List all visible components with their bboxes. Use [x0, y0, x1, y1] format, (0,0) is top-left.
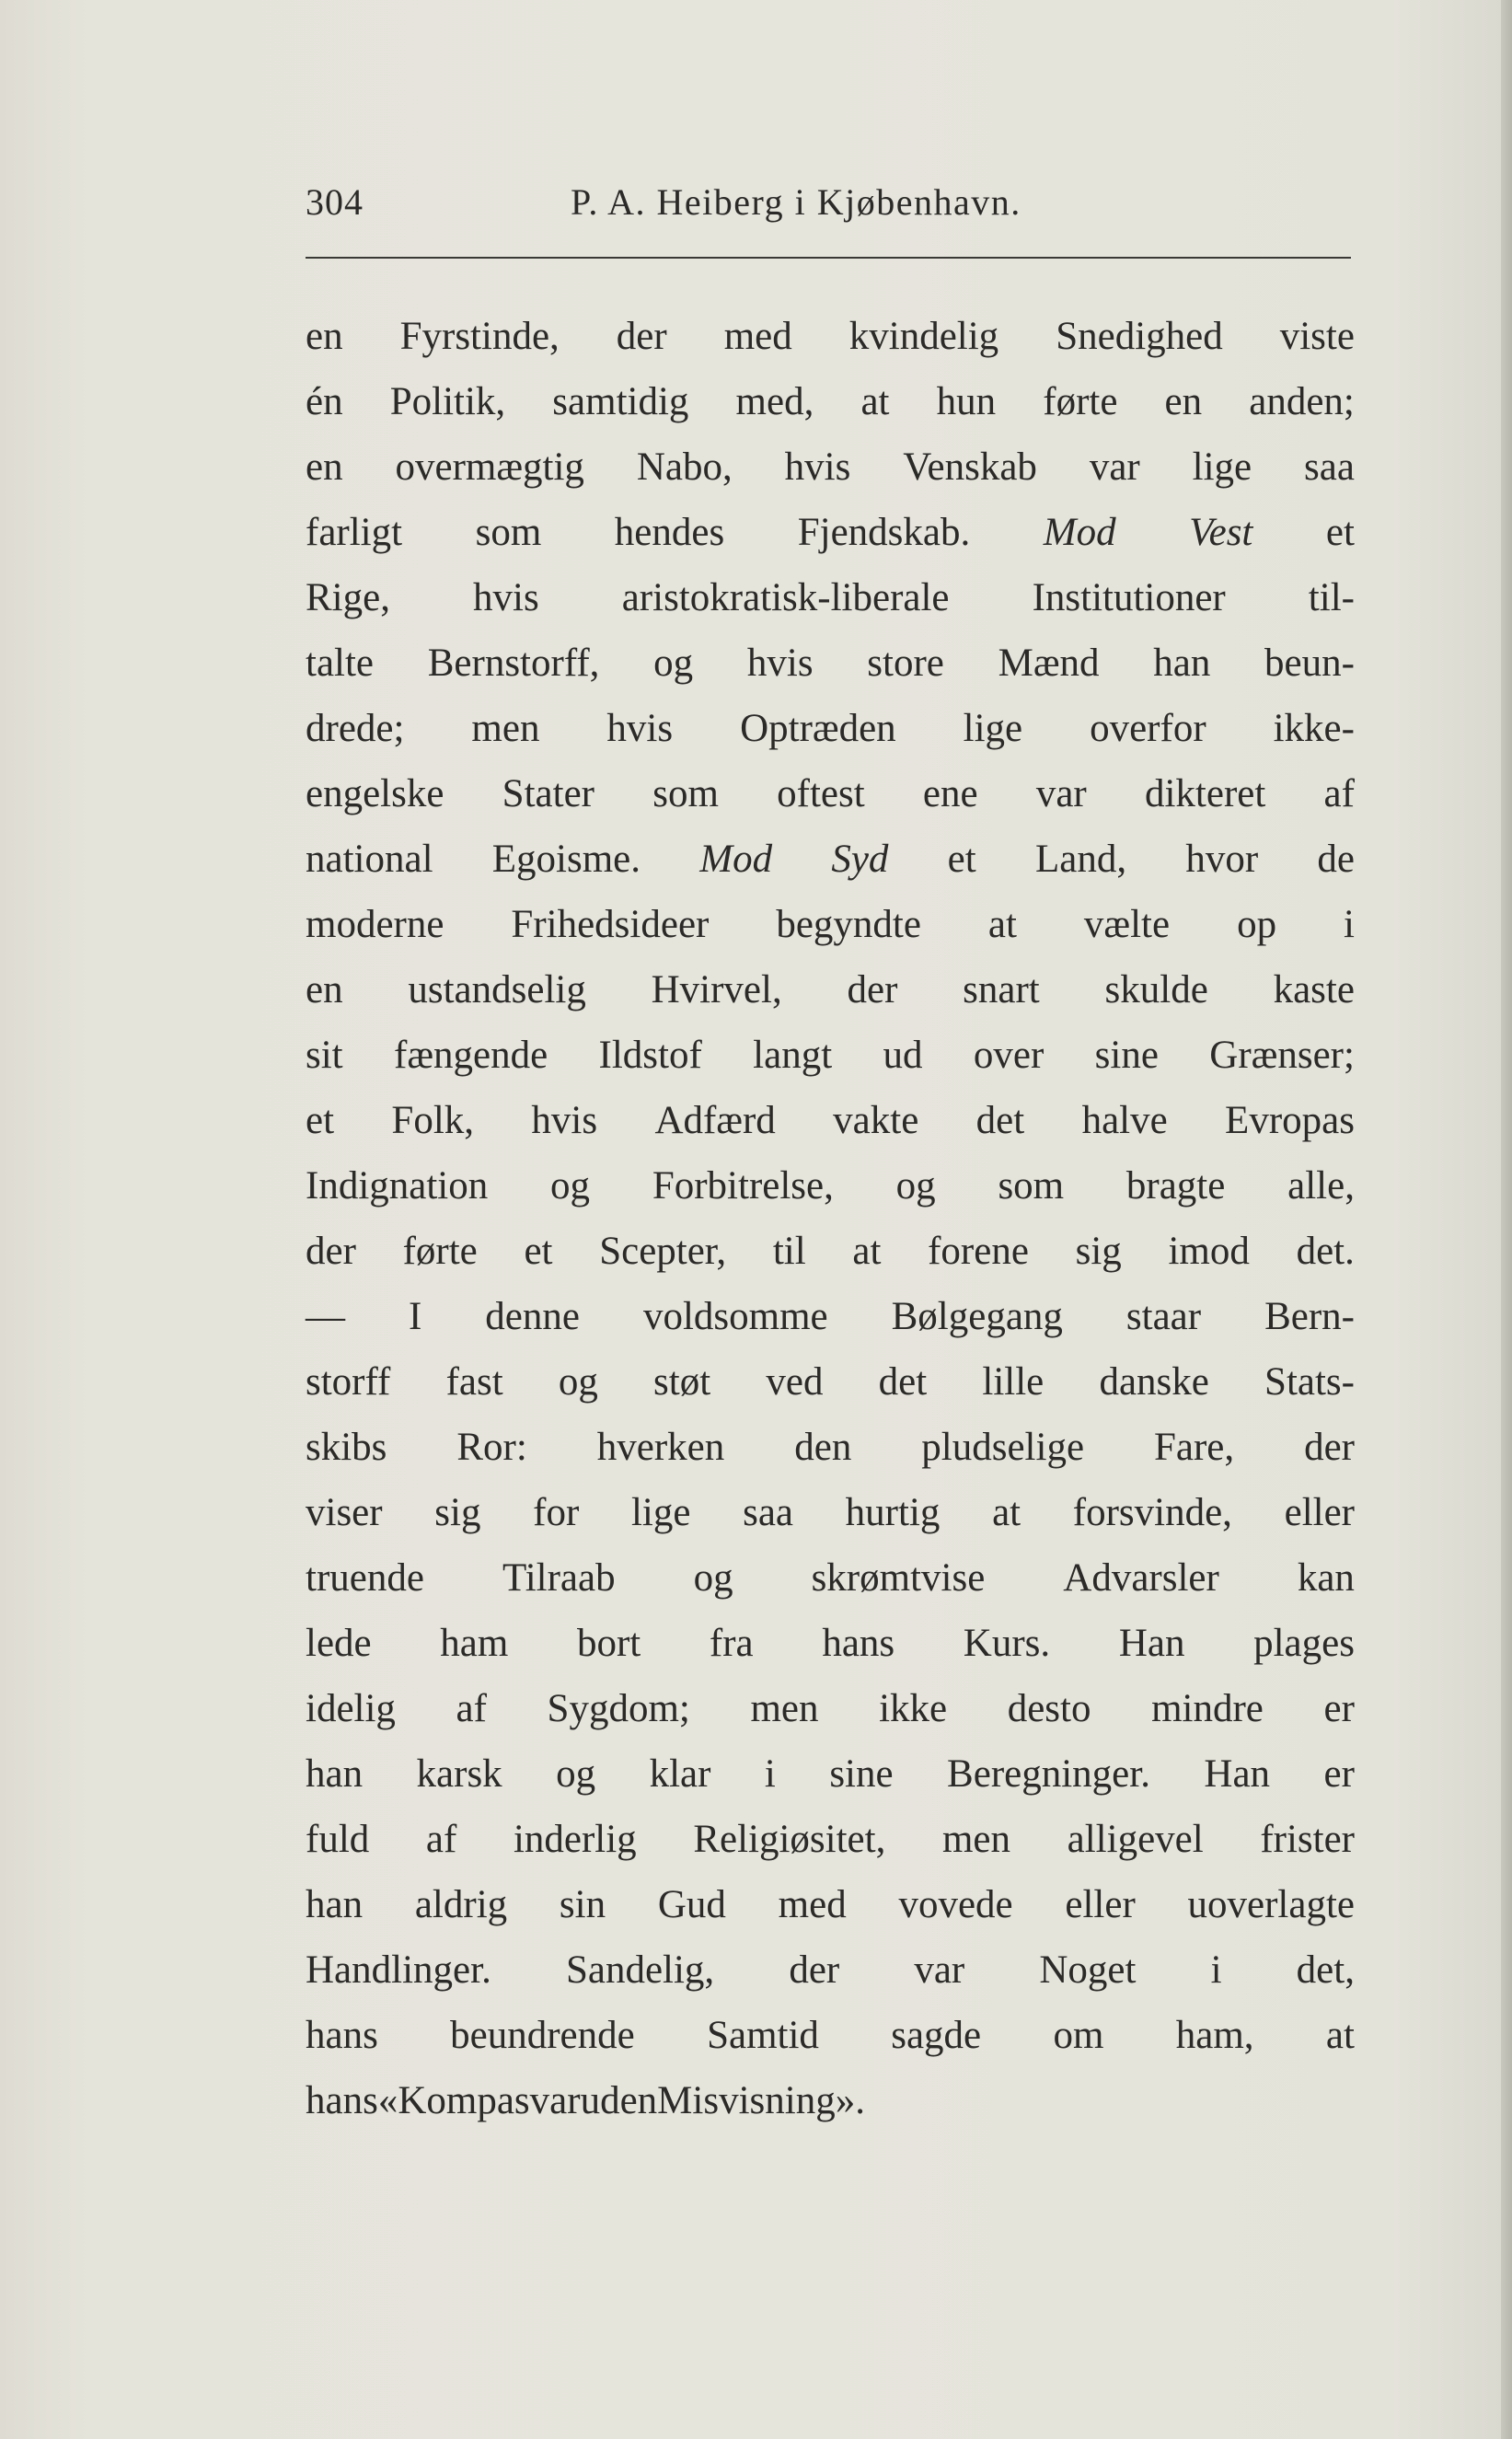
word: drede; — [306, 707, 405, 750]
word: at — [852, 1230, 882, 1273]
text-line — [306, 1937, 1355, 2003]
word: hurtig — [845, 1491, 941, 1534]
word: var — [1035, 772, 1087, 815]
word: vovede — [898, 1883, 1013, 1926]
word: en — [306, 315, 343, 358]
word: op — [1237, 903, 1277, 946]
word: er — [1323, 1752, 1355, 1796]
word: der — [1304, 1426, 1355, 1469]
word: han — [306, 1883, 364, 1926]
text-line — [306, 304, 1355, 369]
text-line — [306, 1611, 1355, 1676]
word: Religiøsitet, — [693, 1818, 886, 1861]
word: om — [1053, 2014, 1104, 2057]
word: sig — [1075, 1230, 1122, 1273]
word: Forbitrelse, — [652, 1164, 834, 1208]
word: staar — [1125, 1295, 1202, 1338]
word: hvis — [784, 445, 851, 489]
word: hverken — [596, 1426, 725, 1469]
word: kvindelig — [848, 315, 999, 358]
word: hvis — [746, 642, 814, 685]
word: ham, — [1175, 2014, 1254, 2057]
word: Optræden — [740, 707, 896, 750]
word: dikteret — [1144, 772, 1266, 815]
word: hun — [936, 380, 997, 423]
text-line — [306, 1807, 1355, 1872]
word: sagde — [891, 2014, 982, 2057]
word: lige — [630, 1491, 691, 1534]
word: Rige, — [306, 576, 390, 619]
text-line-last — [306, 2068, 1355, 2133]
word: Venskab — [903, 445, 1037, 489]
word: over — [973, 1034, 1045, 1077]
text-line — [306, 1741, 1355, 1807]
word: et — [1325, 511, 1355, 554]
word: danske — [1099, 1360, 1209, 1404]
running-head: P. A. Heiberg i Kjøbenhavn. — [571, 181, 1021, 223]
word: Frihedsideer — [511, 903, 710, 946]
word: Ildstof — [598, 1034, 702, 1077]
word: Grænser; — [1209, 1034, 1355, 1077]
word: ham — [440, 1622, 509, 1665]
word: hendes — [614, 511, 725, 554]
word: talte — [306, 642, 375, 685]
word: Samtid — [707, 2014, 819, 2057]
word: imod — [1168, 1230, 1250, 1273]
word: som — [998, 1164, 1065, 1208]
header-rule — [306, 257, 1351, 259]
word: halve — [1081, 1099, 1168, 1142]
word: Adfærd — [654, 1099, 776, 1142]
word: Vest — [1189, 511, 1253, 554]
word: at — [1325, 2014, 1355, 2057]
word: Scepter, — [599, 1230, 727, 1273]
word: det — [878, 1360, 928, 1404]
word: Folk, — [391, 1099, 475, 1142]
word: voldsomme — [642, 1295, 828, 1338]
text-line — [306, 761, 1355, 826]
word: det. — [1296, 1230, 1355, 1273]
word: saa — [1304, 445, 1355, 489]
text-line — [306, 1153, 1355, 1219]
word: var — [914, 1948, 965, 1992]
word: pludselige — [921, 1426, 1085, 1469]
word: overmægtig — [395, 445, 584, 489]
word: Indignation — [306, 1164, 489, 1208]
word: idelig — [306, 1687, 396, 1730]
word: den — [794, 1426, 852, 1469]
word: hans — [306, 2079, 378, 2122]
word: Handlinger. — [306, 1948, 491, 1992]
text-line — [306, 1219, 1355, 1284]
word: uden — [580, 2079, 658, 2122]
word: Noget — [1039, 1948, 1137, 1992]
word: han — [1153, 642, 1211, 685]
word: Evropas — [1225, 1099, 1355, 1142]
word: Beregninger. — [947, 1752, 1150, 1796]
word: denne — [485, 1295, 580, 1338]
word: og — [556, 1752, 596, 1796]
word: ikke — [879, 1687, 948, 1730]
word: mindre — [1151, 1687, 1264, 1730]
word: farligt — [306, 511, 403, 554]
text-line — [306, 826, 1355, 892]
word: at — [992, 1491, 1021, 1534]
word: og — [895, 1164, 936, 1208]
word: med — [778, 1883, 847, 1926]
word: Misvisning». — [657, 2079, 865, 2122]
word: og — [558, 1360, 598, 1404]
word: kaste — [1273, 968, 1355, 1011]
text-line — [306, 434, 1355, 500]
text-line — [306, 500, 1355, 565]
text-line — [306, 369, 1355, 434]
word: i — [1210, 1948, 1222, 1992]
word: var — [1089, 445, 1140, 489]
word: «Kompas — [377, 2079, 530, 2122]
word: Ror: — [456, 1426, 527, 1469]
word: men — [941, 1818, 1011, 1861]
word: beun- — [1264, 642, 1355, 685]
word: Mod — [699, 838, 773, 881]
word: karsk — [416, 1752, 502, 1796]
word: lige — [1192, 445, 1252, 489]
word: Hvirvel, — [651, 968, 782, 1011]
word: én — [306, 380, 343, 423]
word: begyndte — [776, 903, 921, 946]
word: men — [750, 1687, 819, 1730]
text-line — [306, 1415, 1355, 1480]
body-text — [306, 304, 1355, 2133]
word: aristokratisk-liberale — [621, 576, 950, 619]
word: lige — [963, 707, 1023, 750]
word: anden; — [1249, 380, 1355, 423]
word: fast — [445, 1360, 503, 1404]
word: af — [425, 1818, 457, 1861]
word: i — [764, 1752, 776, 1796]
word: Gud — [657, 1883, 726, 1926]
word: Fare, — [1153, 1426, 1235, 1469]
word: det — [975, 1099, 1025, 1142]
word: til- — [1308, 576, 1355, 619]
word: med, — [735, 380, 814, 423]
word: saa — [743, 1491, 793, 1534]
word: Mod — [1043, 511, 1116, 554]
word: viste — [1279, 315, 1355, 358]
word: skulde — [1104, 968, 1208, 1011]
word: sine — [829, 1752, 894, 1796]
word: Bern- — [1264, 1295, 1355, 1338]
text-line — [306, 1480, 1355, 1545]
word: snart — [963, 968, 1040, 1011]
word: ustandselig — [408, 968, 586, 1011]
word: kan — [1297, 1556, 1355, 1600]
word: Advarsler — [1063, 1556, 1219, 1600]
word: og — [693, 1556, 733, 1600]
word: ved — [766, 1360, 824, 1404]
word: viser — [306, 1491, 383, 1534]
word: men — [471, 707, 540, 750]
text-line — [306, 1023, 1355, 1088]
word: eller — [1284, 1491, 1355, 1534]
word: der — [789, 1948, 840, 1992]
word: eller — [1065, 1883, 1136, 1926]
page-edge — [1501, 0, 1512, 2439]
word: at — [987, 903, 1017, 946]
text-line — [306, 957, 1355, 1023]
word: til — [772, 1230, 806, 1273]
word: Egoisme. — [491, 838, 641, 881]
word: plages — [1253, 1622, 1355, 1665]
word: Nabo, — [636, 445, 733, 489]
word: Fyrstinde, — [399, 315, 560, 358]
word: der — [847, 968, 898, 1011]
word: førte — [1043, 380, 1118, 423]
word: — — [306, 1295, 345, 1338]
word: der — [306, 1230, 356, 1273]
word: Bernstorff, — [427, 642, 600, 685]
word: skrømtvise — [811, 1556, 986, 1600]
word: aldrig — [414, 1883, 508, 1926]
word: Sygdom; — [547, 1687, 690, 1730]
word: for — [533, 1491, 580, 1534]
word: Sandelig, — [565, 1948, 715, 1992]
word: en — [306, 445, 343, 489]
word: Han — [1204, 1752, 1271, 1796]
word: hans — [306, 2014, 378, 2057]
word: ikke- — [1273, 707, 1355, 750]
text-line — [306, 630, 1355, 696]
word: bort — [576, 1622, 641, 1665]
text-line — [306, 1349, 1355, 1415]
word: Politik, — [389, 380, 506, 423]
word: langt — [753, 1034, 833, 1077]
word: skibs — [306, 1426, 387, 1469]
word: sig — [434, 1491, 481, 1534]
word: er — [1323, 1687, 1355, 1730]
word: store — [867, 642, 944, 685]
word: som — [652, 772, 719, 815]
text-line — [306, 1088, 1355, 1153]
page-header — [306, 180, 1351, 237]
word: alligevel — [1067, 1818, 1204, 1861]
word: var — [529, 2079, 581, 2122]
word: bragte — [1125, 1164, 1226, 1208]
word: et — [947, 838, 976, 881]
word: og — [653, 642, 694, 685]
word: førte — [402, 1230, 478, 1273]
word: samtidig — [552, 380, 689, 423]
word: sine — [1094, 1034, 1159, 1077]
word: uoverlagte — [1187, 1883, 1355, 1926]
word: beundrende — [450, 2014, 635, 2057]
word: Institutioner — [1032, 576, 1226, 619]
word: vakte — [833, 1099, 919, 1142]
word: forsvinde, — [1072, 1491, 1232, 1534]
word: et — [524, 1230, 553, 1273]
word: alle, — [1287, 1164, 1355, 1208]
word: hvis — [473, 576, 539, 619]
word: Fjendskab. — [797, 511, 971, 554]
word: lede — [306, 1622, 372, 1665]
word: Land, — [1034, 838, 1127, 881]
word: af — [1323, 772, 1355, 815]
word: en — [1164, 380, 1203, 423]
word: som — [475, 511, 542, 554]
word: Kurs. — [963, 1622, 1051, 1665]
word: med — [723, 315, 792, 358]
word: det, — [1296, 1948, 1355, 1992]
word: fængende — [394, 1034, 548, 1077]
word: fuld — [306, 1818, 370, 1861]
word: støt — [653, 1360, 711, 1404]
text-line — [306, 1545, 1355, 1611]
word: i — [1344, 903, 1355, 946]
word: frister — [1260, 1818, 1355, 1861]
word: lille — [982, 1360, 1045, 1404]
word: fra — [709, 1622, 754, 1665]
word: storff — [306, 1360, 391, 1404]
word: inderlig — [513, 1818, 637, 1861]
word: engelske — [306, 772, 444, 815]
word: en — [306, 968, 343, 1011]
text-line — [306, 696, 1355, 761]
text-line — [306, 892, 1355, 957]
word: og — [550, 1164, 591, 1208]
word: vælte — [1083, 903, 1171, 946]
word: hvor — [1185, 838, 1259, 881]
word: klar — [649, 1752, 711, 1796]
text-line — [306, 1872, 1355, 1937]
word: I — [408, 1295, 422, 1338]
word: Syd — [831, 838, 889, 881]
word: han — [306, 1752, 364, 1796]
word: truende — [306, 1556, 424, 1600]
word: sit — [306, 1034, 343, 1077]
word: Mænd — [998, 642, 1100, 685]
text-line — [306, 1676, 1355, 1741]
text-line — [306, 2003, 1355, 2068]
word: hvis — [606, 707, 674, 750]
text-line — [306, 565, 1355, 630]
word: moderne — [306, 903, 444, 946]
word: oftest — [777, 772, 865, 815]
word: af — [456, 1687, 487, 1730]
word: desto — [1007, 1687, 1091, 1730]
word: Stats- — [1264, 1360, 1355, 1404]
word: hans — [822, 1622, 895, 1665]
word: de — [1317, 838, 1355, 881]
word: ud — [883, 1034, 923, 1077]
word: national — [306, 838, 433, 881]
word: Snedighed — [1056, 315, 1223, 358]
page-number: 304 — [306, 181, 364, 223]
word: Stater — [502, 772, 594, 815]
word: et — [306, 1099, 335, 1142]
text-line — [306, 1284, 1355, 1349]
word: sin — [559, 1883, 606, 1926]
word: overfor — [1090, 707, 1206, 750]
word: Tilraab — [502, 1556, 616, 1600]
word: at — [860, 380, 890, 423]
word: hvis — [531, 1099, 598, 1142]
word: forene — [928, 1230, 1029, 1273]
word: Bølgegang — [891, 1295, 1063, 1338]
word: der — [616, 315, 667, 358]
word: Han — [1118, 1622, 1185, 1665]
word: ene — [922, 772, 978, 815]
